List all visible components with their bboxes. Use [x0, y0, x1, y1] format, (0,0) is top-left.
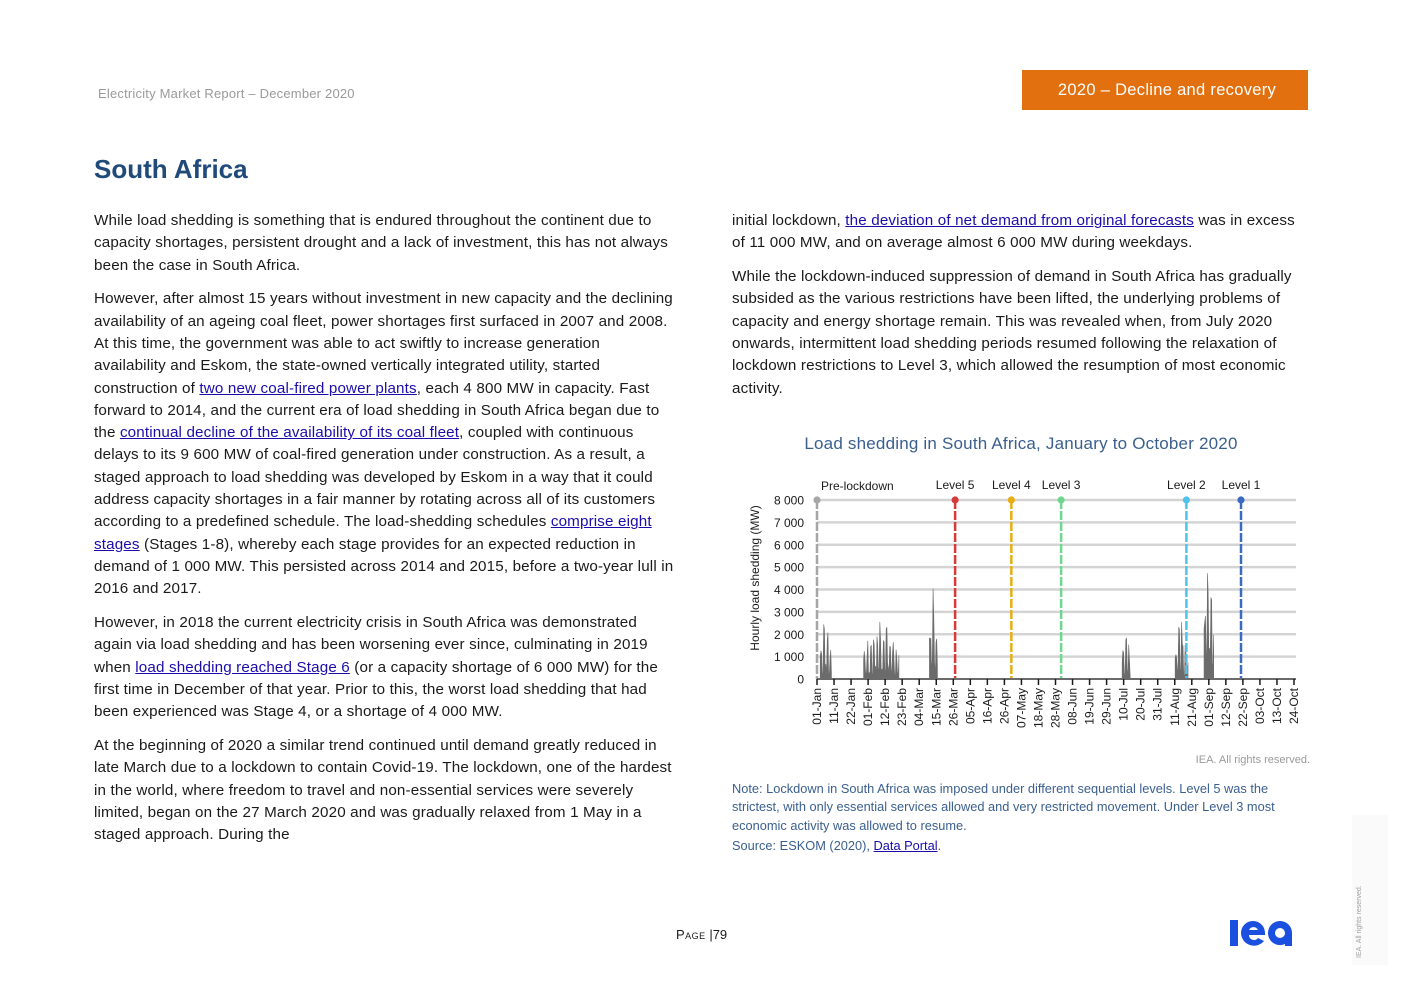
iea-logo	[1230, 914, 1308, 948]
svg-text:05-Apr: 05-Apr	[963, 688, 978, 725]
page-label: Page	[676, 927, 706, 942]
svg-text:13-Oct: 13-Oct	[1269, 688, 1284, 725]
svg-text:10-Jul: 10-Jul	[1116, 688, 1131, 721]
figure-rights: IEA. All rights reserved.	[1195, 754, 1310, 766]
svg-text:6 000: 6 000	[773, 538, 804, 553]
svg-text:26-Mar: 26-Mar	[946, 688, 961, 727]
text: However, after almost 15 years without investment in new capacity and the declining availability of an ageing coal fleet, power shortages first surfaced in 2007 and 2008. At this time, the government was able to act swiftly to increase generation availability and Eskom, the state-owned vertically integrated utility, started construction of	[94, 290, 673, 397]
text: , coupled with continuous delays to its 9 600 MW of coal-fired generation under construction. As a result, a staged approach to load shedding was developed by Eskom in a way that it could address capacity shortages in a fair manner by rotating across all of its customers according to a predefined schedule. The load-shedding schedules	[94, 424, 656, 531]
svg-text:12-Sep: 12-Sep	[1218, 688, 1233, 727]
paragraph-1: While load shedding is something that is endured throughout the continent due to capacity shortages, persistent drought and a lack of investment, this has not always been the case in South Africa.	[94, 212, 668, 274]
svg-text:08-Jun: 08-Jun	[1065, 688, 1080, 725]
link-eight-stages[interactable]: comprise eight stages	[94, 513, 652, 553]
link-coal-fleet-decline[interactable]: continual decline of the availability of its coal fleet	[119, 424, 460, 442]
text: was in excess of 11 000 MW, and on average almost 6 000 MW during weekdays.	[732, 212, 1295, 252]
svg-text:24-Oct: 24-Oct	[1287, 688, 1301, 725]
page-number	[676, 927, 727, 942]
side-rights: IEA. All rights reserved.	[1356, 885, 1363, 958]
paragraph-6: While the lockdown-induced suppression of demand in South Africa has gradually subsided as the various restrictions have been lifted, the underlying problems of capacity and energy shortage remain. This was revealed when, from July 2020 onwards, intermittent load shedding periods resumed following the relaxation of lockdown restrictions to Level 3, which allowed the resumption of most economic activity.	[732, 268, 1292, 397]
paragraph-4: At the beginning of 2020 a similar trend continued until demand greatly reduced in late March due to a lockdown to contain Covid-19. The lockdown, one of the hardest in the world, where freedom to travel and non-essential services were severely limited, began on the 27 March 2020 and was gradually relaxed from 1 May in a staged approach. During the	[94, 737, 672, 844]
svg-text:22-Jan: 22-Jan	[844, 688, 859, 725]
source-text: Source: ESKOM (2020),	[732, 838, 874, 853]
right-column	[732, 210, 1312, 411]
svg-text:31-Jul: 31-Jul	[1150, 688, 1165, 721]
text: (Stages 1-8), whereby each stage provides for an expected reduction in demand of 1 000 MW. This persisted across 2014 and 2015, before a two-year lull in 2016 and 2017.	[94, 535, 674, 598]
svg-text:19-Jun: 19-Jun	[1082, 688, 1097, 725]
svg-text:Level 5: Level 5	[935, 478, 975, 492]
svg-text:0: 0	[797, 672, 804, 687]
left-column	[94, 210, 674, 858]
page-number-value: 79	[712, 927, 728, 942]
svg-text:18-May: 18-May	[1031, 688, 1046, 729]
source-suffix: .	[937, 838, 942, 853]
svg-text:Level 2: Level 2	[1167, 478, 1206, 492]
separator: |	[709, 927, 713, 942]
svg-text:12-Feb: 12-Feb	[878, 688, 893, 727]
svg-text:3 000: 3 000	[773, 605, 804, 620]
svg-text:03-Oct: 03-Oct	[1252, 688, 1267, 725]
paragraph-5	[732, 210, 1312, 255]
section-tag: 2020 – Decline and recovery	[1022, 70, 1308, 110]
svg-text:28-May: 28-May	[1048, 688, 1063, 729]
x-axis-ticks	[810, 679, 1301, 728]
figure-note: Note: Lockdown in South Africa was imposed under different sequential levels. Level 5 was the strictest, with only essential services allowed and very restricted movement. Under Level 3 most economic activity was allowed to resume.	[732, 781, 1275, 833]
paragraph-3	[94, 612, 674, 723]
text: , each 4 800 MW in capacity. Fast forward to 2014, and the current era of load shedding in South Africa began due to the	[94, 379, 660, 442]
link-stage-6[interactable]: load shedding reached Stage 6	[135, 658, 350, 676]
data-portal-link[interactable]: Data Portal	[873, 838, 938, 853]
y-axis-ticks	[774, 494, 804, 687]
link-net-demand-deviation[interactable]: the deviation of net demand from original forecasts	[845, 212, 1195, 229]
svg-text:15-Mar: 15-Mar	[929, 688, 944, 727]
text: (or a capacity shortage of 6 000 MW) for the first time in December of that year. Prior to this, the worst load shedding that had been experienced was Stage 4, or a shortage of 4 000 MW.	[94, 658, 658, 721]
svg-text:11-Jan: 11-Jan	[827, 688, 842, 724]
text: initial lockdown,	[732, 212, 846, 229]
svg-text:29-Jun: 29-Jun	[1099, 688, 1114, 725]
svg-text:01-Sep: 01-Sep	[1201, 688, 1216, 727]
gridlines	[817, 500, 1296, 657]
chart-title: Load shedding in South Africa, January to October 2020	[804, 434, 1238, 453]
svg-text:5 000: 5 000	[773, 560, 804, 575]
svg-text:8 000: 8 000	[773, 493, 804, 508]
report-title: Electricity Market Report – December 2020	[98, 86, 355, 101]
svg-text:21-Aug: 21-Aug	[1184, 688, 1199, 727]
svg-text:Level 4: Level 4	[991, 478, 1031, 492]
svg-text:01-Jan: 01-Jan	[810, 688, 824, 725]
svg-text:Level 1: Level 1	[1221, 478, 1261, 492]
svg-text:26-Apr: 26-Apr	[997, 688, 1012, 725]
svg-text:4 000: 4 000	[773, 583, 804, 597]
svg-text:07-May: 07-May	[1014, 688, 1029, 729]
svg-text:7 000: 7 000	[773, 515, 804, 530]
svg-text:2 000: 2 000	[773, 627, 804, 642]
paragraph-2	[94, 288, 674, 600]
svg-text:1 000: 1 000	[773, 650, 804, 665]
svg-text:Level 3: Level 3	[1041, 478, 1081, 492]
svg-text:Pre-lockdown: Pre-lockdown	[821, 479, 894, 493]
y-axis-label: Hourly load shedding (MW)	[748, 505, 762, 651]
figure-source	[732, 838, 941, 853]
svg-text:01-Feb: 01-Feb	[861, 688, 876, 727]
svg-text:22-Sep: 22-Sep	[1235, 688, 1250, 727]
load-shedding-chart	[740, 470, 1310, 740]
svg-text:20-Jul: 20-Jul	[1133, 688, 1148, 721]
svg-text:16-Apr: 16-Apr	[980, 688, 995, 725]
svg-text:23-Feb: 23-Feb	[895, 688, 910, 727]
text: However, in 2018 the current electricity crisis in South Africa was demonstrated again via load shedding and has been worsening ever since, culminating in 2019 when	[94, 614, 648, 676]
svg-text:11-Aug: 11-Aug	[1167, 688, 1182, 726]
link-coal-fired-plants[interactable]: two new coal-fired power plants	[199, 379, 417, 397]
page-title: South Africa	[94, 154, 248, 184]
svg-text:04-Mar: 04-Mar	[912, 688, 927, 727]
